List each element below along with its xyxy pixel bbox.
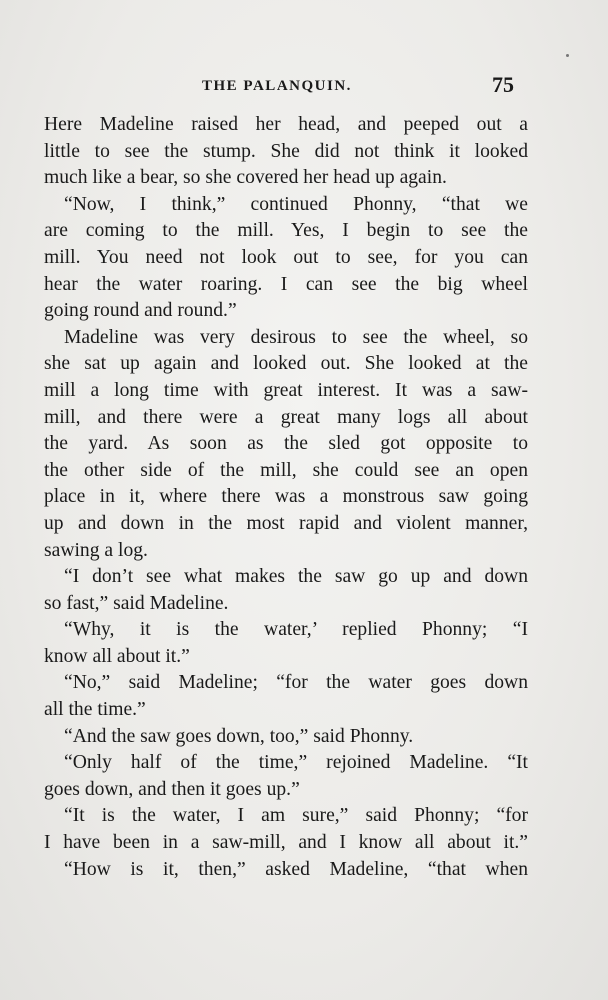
paper-speck xyxy=(566,54,569,57)
text-line: sawing a log. xyxy=(44,539,148,561)
text-line: the yard. As soon as the sled got opposite to xyxy=(44,433,528,455)
text-line: mill a long time with great interest. It was a saw- xyxy=(44,379,528,401)
text-line: “Now, I think,” continued Phonny, “that we xyxy=(64,193,528,215)
page-header xyxy=(0,72,608,102)
text-line: mill, and there were a great many logs all about xyxy=(44,406,528,428)
text-line: goes down, and then it goes up.” xyxy=(44,778,300,800)
text-line: up and down in the most rapid and violent manner, xyxy=(44,512,528,534)
text-line: so fast,” said Madeline. xyxy=(44,592,229,614)
text-line: going round and round.” xyxy=(44,300,237,322)
text-line: “I don’t see what makes the saw go up and down xyxy=(64,566,528,588)
text-line: little to see the stump. She did not think it looked xyxy=(44,140,528,162)
text-line: are coming to the mill. Yes, I begin to see the xyxy=(44,220,528,242)
page-number: 75 xyxy=(492,72,514,97)
text-line: the other side of the mill, she could see an open xyxy=(44,459,528,481)
text-line: “Why, it is the water,’ replied Phonny; “I xyxy=(64,619,528,641)
text-line: “It is the water, I am sure,” said Phonny; “for xyxy=(64,805,528,827)
text-line: “No,” said Madeline; “for the water goes down xyxy=(64,672,528,694)
body-text xyxy=(44,112,528,883)
text-line: know all about it.” xyxy=(44,645,190,667)
text-line: much like a bear, so she covered her head up again. xyxy=(44,167,447,189)
text-line: all the time.” xyxy=(44,699,146,721)
text-line: place in it, where there was a monstrous saw going xyxy=(44,486,528,508)
text-line: mill. You need not look out to see, for you can xyxy=(44,246,528,268)
text-line: “Only half of the time,” rejoined Madeline. “It xyxy=(64,752,528,774)
running-title: THE PALANQUIN. xyxy=(202,78,352,94)
text-line: she sat up again and looked out. She looked at the xyxy=(44,353,528,375)
text-line: I have been in a saw-mill, and I know all about it.” xyxy=(44,832,528,854)
text-line: “How is it, then,” asked Madeline, “that when xyxy=(64,858,528,880)
text-line: Madeline was very desirous to see the wheel, so xyxy=(64,326,528,348)
text-line: hear the water roaring. I can see the big wheel xyxy=(44,273,528,295)
text-line: Here Madeline raised her head, and peeped out a xyxy=(44,114,528,135)
text-line: “And the saw goes down, too,” said Phonny. xyxy=(64,725,414,747)
